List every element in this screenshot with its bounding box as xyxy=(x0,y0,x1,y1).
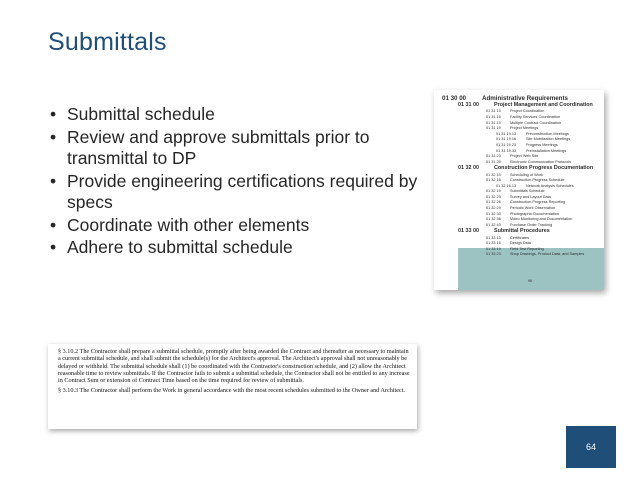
bullet-text: Submittal schedule xyxy=(67,104,215,124)
toc-code: 01 31 19 xyxy=(486,120,501,125)
bullet-marker: • xyxy=(50,237,57,257)
toc-code: 01 32 36 xyxy=(486,217,501,222)
slide-title: Submittals xyxy=(48,28,167,56)
toc-label: Preinstallation Meetings xyxy=(526,148,567,153)
toc-label: Design Data xyxy=(510,241,531,246)
toc-code: 01 33 00 xyxy=(458,228,479,235)
toc-label: Submittals Schedule xyxy=(510,189,545,194)
bullet-item xyxy=(50,127,420,170)
contract-excerpt-image xyxy=(48,344,417,429)
toc-code: 01 32 43 xyxy=(486,222,501,227)
bullet-text: Adhere to submittal schedule xyxy=(67,237,293,257)
toc-code: 01 31 19.33 xyxy=(496,148,517,153)
toc-code: 01 32 13 xyxy=(486,172,501,177)
toc-row xyxy=(434,165,604,172)
toc-label: Video Monitoring and Documentation xyxy=(510,217,573,222)
toc-label: Site Mobilization Meetings xyxy=(526,137,571,142)
excerpt-paragraph: § 3.10.2 The Contractor shall prepare a submittal schedule, promptly after being awarded the Contract and thereafter as necessary to maintain a current submittal schedule, and shall submit the schedule(s) for the Architect's approval. The Architect's approval shall not unreasonably be delayed or withheld. The submittal schedule shall (1) be coordinated with the Contractor's construction schedule, and (2) allow the Architect reasonable time to review submittals. If the Contractor fails to submit a submittal schedule, the Contractor shall not be entitled to any increase in Contract Sum or extension of Contract Time based on the time required for review of submittals. xyxy=(58,348,410,385)
toc-code: 01 32 26 xyxy=(486,200,501,205)
toc-label: Project Meetings xyxy=(510,126,539,131)
toc-label: Submittal Procedures xyxy=(494,228,550,235)
toc-code: 01 31 26 xyxy=(486,159,501,164)
toc-label: Network Analysis Schedules xyxy=(526,183,574,188)
toc-label: Construction Progress Schedule xyxy=(510,178,565,183)
toc-code: 01 31 23 xyxy=(486,154,501,159)
bullet-marker: • xyxy=(50,170,57,191)
toc-label: Progress Meetings xyxy=(526,142,558,147)
toc-label: Facility Services Coordination xyxy=(510,114,561,119)
toc-label: Purchase Order Tracking xyxy=(510,222,553,227)
toc-label: Scheduling of Work xyxy=(510,172,543,177)
toc-code: 01 31 19.13 xyxy=(496,131,517,136)
toc-label: Preconstruction Meetings xyxy=(526,131,569,136)
bullet-item xyxy=(50,215,420,237)
toc-row xyxy=(434,102,604,109)
toc-label: Construction Progress Documentation xyxy=(494,165,594,172)
toc-list xyxy=(434,95,604,258)
bullet-list xyxy=(50,104,420,260)
bullet-text: Coordinate with other elements xyxy=(67,214,310,235)
bullet-text: Provide engineering certifications required by specs xyxy=(67,170,418,212)
bullet-marker: • xyxy=(50,104,57,124)
toc-code: 01 33 13 xyxy=(486,235,501,240)
toc-code: 01 32 19 xyxy=(486,189,501,194)
toc-code: 01 31 19.16 xyxy=(496,137,517,142)
toc-code: 01 32 33 xyxy=(486,211,501,216)
toc-code: 01 33 19 xyxy=(486,246,501,251)
toc-code: 01 32 16 xyxy=(486,178,501,183)
toc-code: 01 30 00 xyxy=(442,95,467,102)
page-number: 64 xyxy=(566,426,616,468)
toc-label: Field Test Reporting xyxy=(510,246,544,251)
toc-code: 01 33 23 xyxy=(486,252,501,257)
toc-code: 01 31 19 xyxy=(486,126,501,131)
toc-label: Periodic Work Observation xyxy=(510,206,556,211)
toc-code: 01 33 16 xyxy=(486,241,501,246)
bullet-text: Review and approve submittals prior to transmittal to DP xyxy=(67,126,370,168)
bullet-item xyxy=(50,104,420,126)
spec-toc-image xyxy=(434,90,604,290)
toc-label: Survey and Layout Data xyxy=(510,194,551,199)
bullet-item xyxy=(50,171,420,214)
bullet-marker: • xyxy=(50,126,57,147)
toc-tail: 96 xyxy=(528,279,532,283)
toc-code: 01 32 00 xyxy=(458,165,479,172)
toc-row xyxy=(434,228,604,235)
toc-row xyxy=(434,95,604,102)
toc-code: 01 31 16 xyxy=(486,114,501,119)
bullet-marker: • xyxy=(50,214,57,235)
toc-label: Administrative Requirements xyxy=(482,95,568,102)
toc-code: 01 31 00 xyxy=(458,102,479,109)
toc-row xyxy=(434,252,604,258)
toc-label: Shop Drawings, Product Data, and Samples xyxy=(510,252,585,257)
toc-label: Construction Progress Reporting xyxy=(510,200,566,205)
toc-label: Project Management and Coordination xyxy=(494,102,593,109)
bullet-item xyxy=(50,237,420,259)
toc-code: 01 32 16.13 xyxy=(496,183,517,188)
toc-label: Project Coordination xyxy=(510,109,545,114)
toc-label: Multiple Contract Coordination xyxy=(510,120,562,125)
toc-label: Photographic Documentation xyxy=(510,211,559,216)
toc-label: Project Web Site xyxy=(510,154,539,159)
excerpt-paragraph: § 3.10.3 The Contractor shall perform the Work in general accordance with the most recent schedules submitted to the Owner and Architect. xyxy=(58,387,406,395)
toc-code: 01 32 23 xyxy=(486,194,501,199)
toc-code: 01 31 13 xyxy=(486,109,501,114)
toc-code: 01 32 29 xyxy=(486,206,501,211)
toc-label: Electronic Communication Protocols xyxy=(510,159,571,164)
toc-label: Certificates xyxy=(510,235,529,240)
toc-code: 01 31 19.23 xyxy=(496,142,517,147)
